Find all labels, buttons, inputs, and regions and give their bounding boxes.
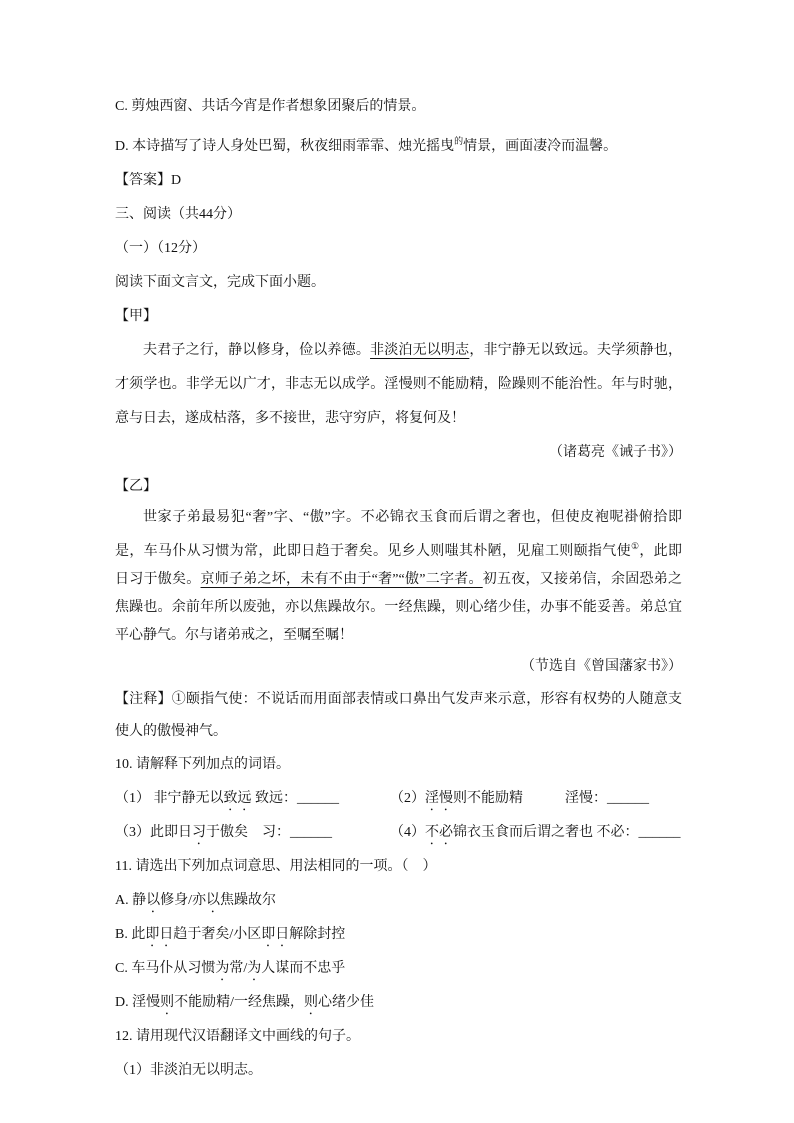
- option-c: C. 剪烛西窗、共话今宵是作者想象团聚后的情景。: [115, 99, 426, 114]
- text-segment: 心绪少佳: [318, 995, 375, 1010]
- text-segment: 世家子弟最易犯“奢”字、“傲”字。不必锦衣玉食而后谓之奢也，但使皮袍呢褂俯拾即是，车马仆从习惯为常，此即日趋于奢矣。见乡人则嗤其朴陋，见雇工则颐指气使: [115, 510, 682, 559]
- question-11-option-a: [115, 884, 682, 918]
- question-11-option-c: [115, 952, 682, 986]
- text-segment: 致远：______: [251, 791, 339, 806]
- text-segment: 锦衣玉食而后谓之奢也 不必：______: [453, 825, 681, 840]
- text-segment: 以: [206, 893, 221, 908]
- text-segment: 情景，画面凄冷而温馨。: [463, 139, 618, 154]
- text-segment: 不能励精/一经焦躁，: [174, 995, 305, 1010]
- text-segment: 则: [304, 995, 319, 1010]
- passage-jia-label: 【甲】: [115, 309, 157, 324]
- text-segment: D. 本诗描写了诗人身处巴蜀，秋夜细雨霏霏、烛光摇曳: [115, 139, 455, 154]
- passage-yi-label: 【乙】: [115, 479, 157, 494]
- question-10-item-2: [390, 782, 565, 816]
- text-segment: 则: [160, 995, 175, 1010]
- text-segment: （1） 非宁静无以: [115, 791, 224, 806]
- text-segment: C. 车马仆从习惯: [115, 961, 216, 976]
- option-d: [115, 124, 682, 164]
- text-segment: 修身/亦: [160, 893, 207, 908]
- text-segment: 习: [192, 825, 206, 840]
- question-10-item-2-blank: 淫慢：______: [565, 791, 649, 806]
- text-segment: 以: [146, 893, 161, 908]
- text-segment: ①: [630, 541, 640, 551]
- text-segment: （3）此即日: [115, 825, 192, 840]
- text-segment: 解除封控: [289, 927, 346, 942]
- text-segment: 人谋而不忠乎: [261, 961, 346, 976]
- passage-yi-text: [115, 504, 682, 650]
- text-segment: 则不能励精: [453, 791, 523, 806]
- passage-jia-source: （诸葛亮《诫子书》）: [549, 445, 682, 460]
- section-heading: 三、阅读（共44分）: [115, 207, 241, 222]
- text-segment: D. 淫慢: [115, 995, 161, 1010]
- text-segment: （2）: [390, 791, 425, 806]
- text-segment: A. 静: [115, 893, 147, 908]
- question-10-stem: 10. 请解释下列加点的词语。: [115, 757, 290, 772]
- text-segment: ，此即日习于傲矣。: [115, 544, 683, 587]
- question-10-row-2: [115, 816, 682, 850]
- text-segment: 于傲矣 习：______: [206, 825, 332, 840]
- text-segment: 初五夜，又接弟信，余固恐弟之焦躁也。余前年所以废弛，亦以焦躁故尔。一经焦躁，则心绪少佳，办事不能妥善。弟总宜平心静气。尔与诸弟戒之，至嘱至嘱！: [115, 572, 683, 643]
- question-10-item-1: [115, 782, 390, 816]
- footnote: 【注释】①颐指气使：不说话而用面部表情或口鼻出气发声来示意，形容有权势的人随意支使人的傲慢神气。: [115, 692, 682, 739]
- text-segment: 非淡泊无以明志: [370, 343, 470, 358]
- text-segment: 夫君子之行，静以修身，俭以养德。: [143, 343, 371, 358]
- text-segment: B. 此: [115, 927, 146, 942]
- passage-jia-text: [115, 334, 682, 436]
- text-segment: 的: [454, 136, 464, 146]
- text-segment: 淫慢: [425, 791, 453, 806]
- question-10-item-3: [115, 816, 390, 850]
- question-11-option-b: [115, 918, 682, 952]
- answer-line: 【答案】D: [115, 173, 182, 188]
- text-segment: ，非宁静无以致远。夫学须静也，才须学也。非学无以广才，非志无以成学。淫慢则不能励精，险躁则不能治性。年与时驰，意与日去，遂成枯落，多不接世，悲守穷庐，将复何及！: [115, 343, 683, 426]
- text-segment: 常/: [229, 961, 248, 976]
- text-segment: 不必: [425, 825, 453, 840]
- text-segment: 致远: [223, 791, 252, 806]
- text-segment: 为: [247, 961, 262, 976]
- question-11-stem: 11. 请选出下列加点词意思、用法相同的一项。（ ）: [115, 859, 437, 874]
- text-segment: 即日: [145, 927, 174, 942]
- text-segment: 即日: [261, 927, 290, 942]
- passage-yi-source: （节选自《曾国藩家书》）: [521, 659, 682, 674]
- text-segment: 趋于奢矣/小区: [173, 927, 262, 942]
- question-12-item-1: （1）非淡泊无以明志。: [115, 1063, 262, 1078]
- question-11-option-d: [115, 986, 682, 1020]
- text-segment: 为: [215, 961, 230, 976]
- text-segment: 京师子弟之坏，未有不由于“奢”“傲”二字者。: [200, 572, 483, 587]
- text-segment: 焦躁故尔: [220, 893, 277, 908]
- question-12-stem: 12. 请用现代汉语翻译文中画线的句子。: [115, 1029, 360, 1044]
- reading-intro: 阅读下面文言文，完成下面小题。: [115, 275, 325, 290]
- question-10-row-1: [115, 782, 682, 816]
- part-heading: （一）（12分）: [115, 241, 206, 256]
- text-segment: （4）: [390, 825, 425, 840]
- question-10-item-4: [390, 816, 682, 850]
